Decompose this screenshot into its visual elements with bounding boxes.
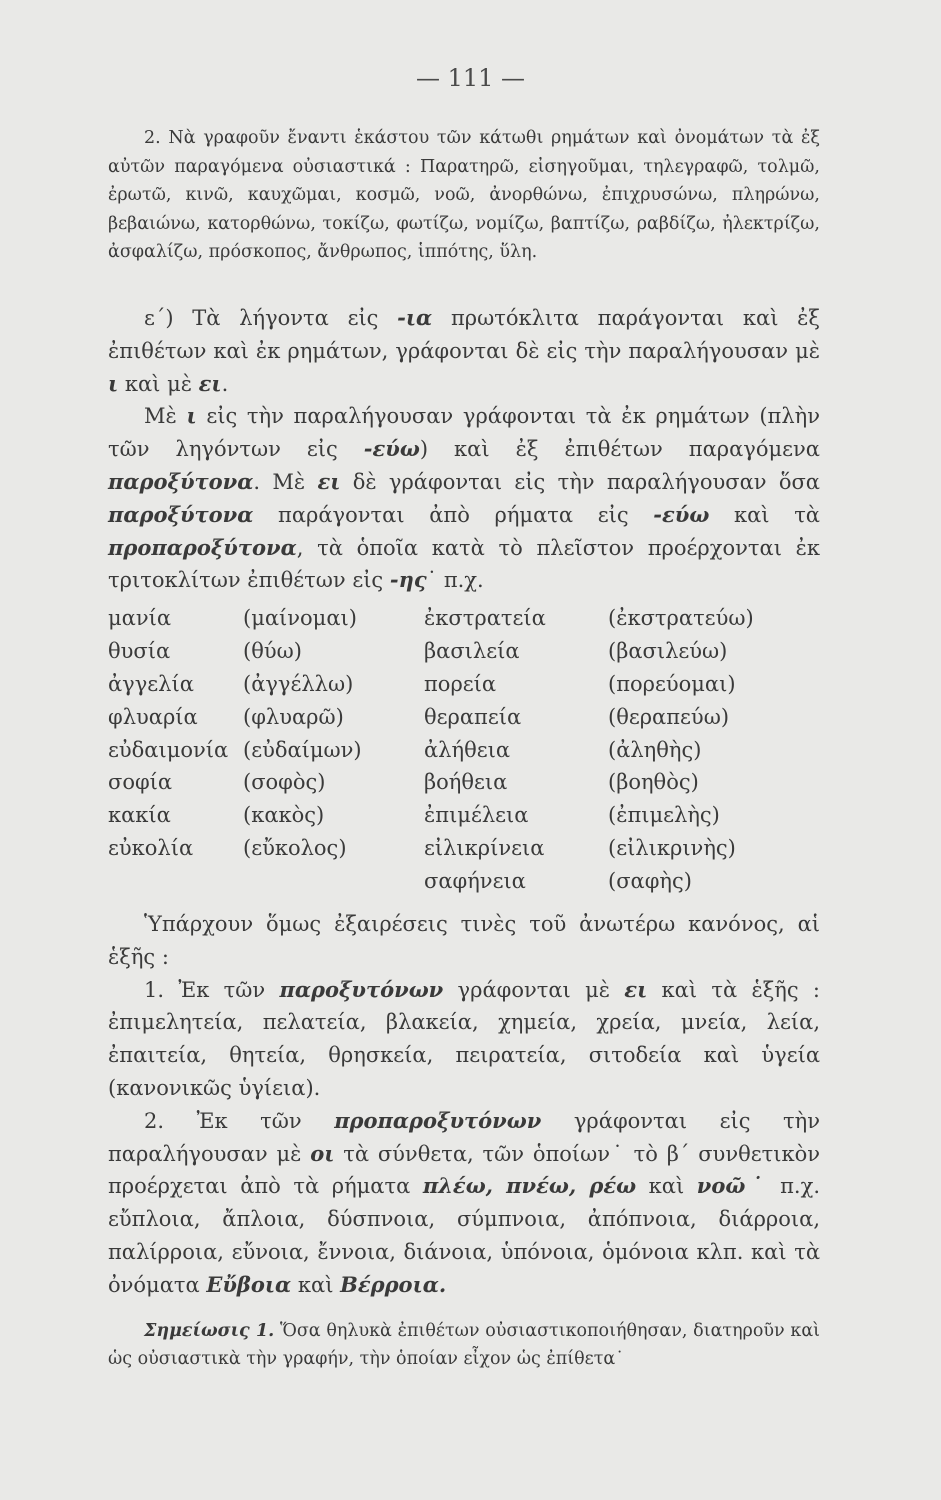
exception-1 xyxy=(108,974,820,1105)
emphasis: πλέω, πνέω, ρέω xyxy=(422,1173,637,1199)
emphasis: παροξυτόνων xyxy=(279,976,444,1002)
table-cell: θυσία xyxy=(108,638,171,663)
text-run: καὶ τὰ xyxy=(709,502,820,527)
emphasis: προπαροξύτονα xyxy=(108,534,297,560)
table-cell: (εὐδαίμων) xyxy=(243,737,362,762)
table-cell: (ἀγγέλλω) xyxy=(243,671,354,696)
text-run: π.χ. εὔπλοια, ἄπλοια, δύσπνοια, σύμπνοια, ἀπόπνοια, διάρροια, παλίρροια, εὔνοια, ἔννοια, διάνοια, ὑπόνοια, ὁμόνοια κλπ. καὶ τὰ ὀνόματα xyxy=(108,1174,821,1297)
table-cell: (εἰλικρινὴς) xyxy=(608,836,736,861)
text-run: 2. Ἐκ τῶν xyxy=(144,1108,335,1133)
table-cell: (ἐκστρατεύω) xyxy=(608,606,754,630)
table-row xyxy=(108,672,820,705)
text-run: Μὲ xyxy=(144,404,187,429)
exercise-text: 2. Νὰ γραφοῦν ἔναντι ἑκάστου τῶν κάτωθι ρημάτων καὶ ὀνομάτων τὰ ἐξ αὐτῶν παραγόμενα οὐσιαστικά : Παρατηρῶ, εἰσηγοῦμαι, τηλεγραφῶ, τολμῶ, ἐρωτῶ, κινῶ, καυχῶμαι, κοσμῶ, νοῶ, ἀνορθώνω, ἐπιχρυσώνω, πληρώνω, βεβαιώνω, κατορθώνω, τοκίζω, φωτίζω, νομίζω, βαπτίζω, ραβδίζω, ἠλεκτρίζω, ἀσφαλίζω, πρόσκοπος, ἄνθρωπος, ἱππότης, ὕλη. xyxy=(108,128,820,263)
emphasis: -εύω xyxy=(363,436,420,462)
emphasis: ει xyxy=(198,370,222,396)
table-row xyxy=(108,869,820,902)
table-cell: θεραπεία xyxy=(424,704,522,729)
text-run: δὲ γράφονται εἰς τὴν παραλήγουσαν ὅσα xyxy=(340,469,820,494)
text-run: εἰς τὴν παραλήγουσαν γράφονται τὰ ἐκ ρημάτων (πλὴν τῶν ληγόντων εἰς xyxy=(108,404,820,462)
table-row xyxy=(108,639,820,672)
exercise-paragraph xyxy=(108,124,820,267)
text-run: καὶ xyxy=(636,1174,697,1199)
emphasis: ει xyxy=(317,468,341,494)
table-cell: σοφία xyxy=(108,770,173,795)
emphasis: νοῶ˙ xyxy=(696,1173,768,1199)
text-run: γράφονται μὲ xyxy=(443,977,625,1002)
emphasis: Βέρροια. xyxy=(340,1271,447,1297)
table-cell: ἀλήθεια xyxy=(424,737,511,762)
emphasis: προπαροξυτόνων xyxy=(334,1107,542,1133)
emphasis: ει xyxy=(624,976,648,1002)
table-cell: (φλυαρῶ) xyxy=(243,704,344,729)
emphasis: παροξύτονα xyxy=(108,468,254,494)
note-paragraph xyxy=(108,1317,820,1373)
table-row xyxy=(108,836,820,869)
table-cell: εὐκολία xyxy=(108,836,194,861)
table-cell: (ἐπιμελὴς) xyxy=(608,803,720,828)
table-cell: (θεραπεύω) xyxy=(608,704,730,729)
table-cell: (κακὸς) xyxy=(243,803,325,828)
text-run: τὰ σύνθετα, τῶν ὁποίων˙ τὸ β΄ συνθετικὸν προέρχεται ἀπὸ τὰ ρήματα xyxy=(108,1141,820,1199)
emphasis: Εὔβοια xyxy=(206,1271,292,1297)
table-row xyxy=(108,606,820,639)
exception-2 xyxy=(108,1105,820,1302)
note-section xyxy=(108,1317,820,1373)
text-run: γράφονται εἰς τὴν παραλήγουσαν μὲ xyxy=(108,1108,820,1166)
rule-e-detail xyxy=(108,400,820,597)
text-run: ) καὶ ἐξ ἐπιθέτων παραγόμενα xyxy=(419,437,820,462)
table-cell: (βασιλεύω) xyxy=(608,638,728,663)
table-cell: (εὔκολος) xyxy=(243,836,347,861)
table-row xyxy=(108,803,820,836)
table-cell: (σοφὸς) xyxy=(243,770,326,795)
table-cell: ἐπιμέλεια xyxy=(424,803,529,828)
emphasis: ι xyxy=(186,403,197,429)
note-label: Σημείωσις 1. xyxy=(144,1321,275,1341)
table-cell: (πορεύομαι) xyxy=(608,671,736,696)
table-cell: βοήθεια xyxy=(424,770,508,795)
rule-e-section xyxy=(108,302,820,597)
text-run: . xyxy=(221,371,229,396)
text-run: παράγονται ἀπὸ ρήματα εἰς xyxy=(253,502,654,527)
table-cell: (μαίνομαι) xyxy=(243,606,357,630)
text-run: . Μὲ xyxy=(253,469,318,494)
table-cell: φλυαρία xyxy=(108,704,198,729)
text-run: , τὰ ὁποῖα κατὰ τὸ πλεῖστον προέρχονται ἐκ τριτοκλίτων ἐπιθέτων εἰς xyxy=(108,535,820,593)
page-number: — 111 — xyxy=(415,64,526,92)
table-cell: πορεία xyxy=(424,671,497,696)
table-cell: σαφήνεια xyxy=(424,869,526,894)
table-cell: (σαφὴς) xyxy=(608,869,692,894)
text-run: καὶ xyxy=(291,1272,341,1297)
text-run: πρωτόκλιτα παράγονται καὶ ἐξ ἐπιθέτων καὶ ἐκ ρημάτων, γράφονται δὲ εἰς τὴν παραλήγουσαν μὲ xyxy=(108,306,820,363)
emphasis: ι xyxy=(108,370,119,396)
text-run: καὶ τὰ ἑξῆς : ἐπιμελητεία, πελατεία, βλακεία, χημεία, χρεία, μνεία, λεία, ἐπαιτεία, θητεία, θρησκεία, πειρατεία, σιτοδεία καὶ ὑγεία (κανονικῶς ὑγίεια). xyxy=(108,977,821,1100)
table-row xyxy=(108,770,820,803)
text-run: καὶ μὲ xyxy=(118,371,199,396)
note-text: Ὅσα θηλυκὰ ἐπιθέτων οὐσιαστικοποιήθησαν, διατηροῦν καὶ ὡς οὐσιαστικὰ τὴν γραφήν, τὴν ὁποίαν εἶχον ὡς ἐπίθετα˙ xyxy=(108,1321,821,1369)
table-cell: ἀγγελία xyxy=(108,671,194,696)
exceptions-section xyxy=(108,908,820,1302)
table-cell: εὐδαιμονία xyxy=(108,737,229,762)
text-run: 1. Ἐκ τῶν xyxy=(144,977,280,1002)
text-run: ˙ π.χ. xyxy=(426,568,484,593)
emphasis: -ης xyxy=(389,567,427,593)
emphasis: παροξύτονα xyxy=(108,501,254,527)
exceptions-intro: Ὑπάρχουν ὅμως ἐξαιρέσεις τινὲς τοῦ ἀνωτέρω κανόνος, αἱ ἑξῆς : xyxy=(108,912,820,969)
table-row xyxy=(108,705,820,738)
table-cell: βασιλεία xyxy=(424,638,520,663)
emphasis: -εύω xyxy=(653,501,710,527)
table-cell: ἐκστρατεία xyxy=(424,606,546,630)
text-run: ε΄) Τὰ λήγοντα εἰς xyxy=(144,306,398,330)
table-cell: μανία xyxy=(108,606,172,630)
examples-table xyxy=(108,606,820,902)
table-cell: κακία xyxy=(108,803,171,828)
table-cell: (βοηθὸς) xyxy=(608,770,699,795)
table-cell: (θύω) xyxy=(243,638,302,663)
table-cell: (ἀληθὴς) xyxy=(608,737,702,762)
emphasis: οι xyxy=(310,1140,335,1166)
table-row xyxy=(108,738,820,771)
emphasis: -ια xyxy=(397,305,433,330)
rule-e-intro xyxy=(108,302,820,400)
table-cell: εἰλικρίνεια xyxy=(424,836,545,861)
